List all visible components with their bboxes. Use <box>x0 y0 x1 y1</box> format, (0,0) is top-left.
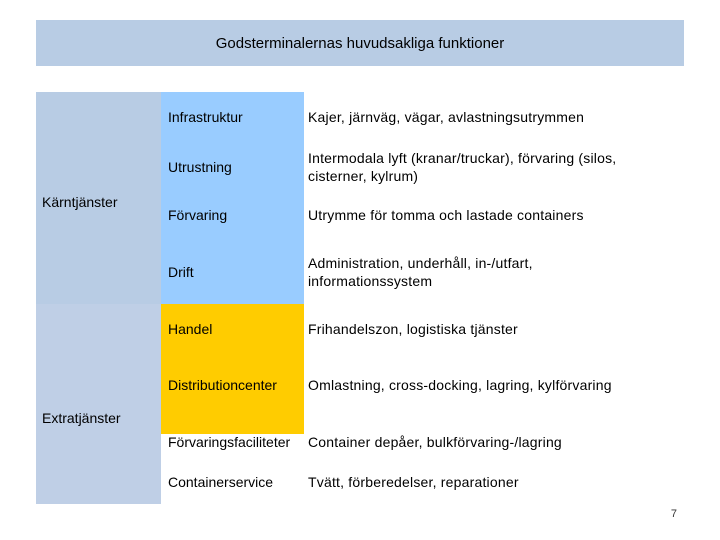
category-extra-label: Extratjänster <box>42 410 121 426</box>
category-core-cell <box>36 92 161 304</box>
function-name: Förvaringsfaciliteter <box>168 434 291 450</box>
function-description: Administration, underhåll, in-/utfart, informationssystem <box>308 255 533 289</box>
function-name: Distributioncenter <box>168 377 277 393</box>
function-description: Frihandelszon, logistiska tjänster <box>308 321 518 337</box>
function-description: Container depåer, bulkförvaring-/lagring <box>308 434 562 450</box>
category-extra-cell <box>36 304 161 504</box>
table-row <box>161 312 684 346</box>
table-row <box>161 250 684 294</box>
function-description: Utrymme för tomma och lastade containers <box>308 207 584 223</box>
function-name: Infrastruktur <box>168 109 243 125</box>
function-description: Omlastning, cross-docking, lagring, kylförvaring <box>308 377 612 393</box>
function-name: Drift <box>168 264 194 280</box>
table-row <box>161 196 684 234</box>
function-name: Handel <box>168 321 213 337</box>
function-description: Intermodala lyft (kranar/truckar), förvaring (silos, cisterner, kylrum) <box>308 150 617 184</box>
table-row <box>161 466 684 498</box>
table-row <box>161 96 684 138</box>
table-row <box>161 144 684 190</box>
slide-title: Godsterminalernas huvudsakliga funktioner <box>215 34 505 52</box>
function-name: Förvaring <box>168 207 228 223</box>
category-core-label: Kärntjänster <box>42 194 118 210</box>
function-description: Tvätt, förberedelser, reparationer <box>308 474 519 490</box>
functions-table <box>36 92 684 504</box>
page-number: 7 <box>670 508 677 520</box>
table-row <box>161 368 684 402</box>
slide-title-bar <box>36 20 684 66</box>
function-description: Kajer, järnväg, vägar, avlastningsutrymmen <box>308 109 585 125</box>
function-name: Utrustning <box>168 159 232 175</box>
function-name: Containerservice <box>168 474 274 490</box>
table-row <box>161 426 684 458</box>
